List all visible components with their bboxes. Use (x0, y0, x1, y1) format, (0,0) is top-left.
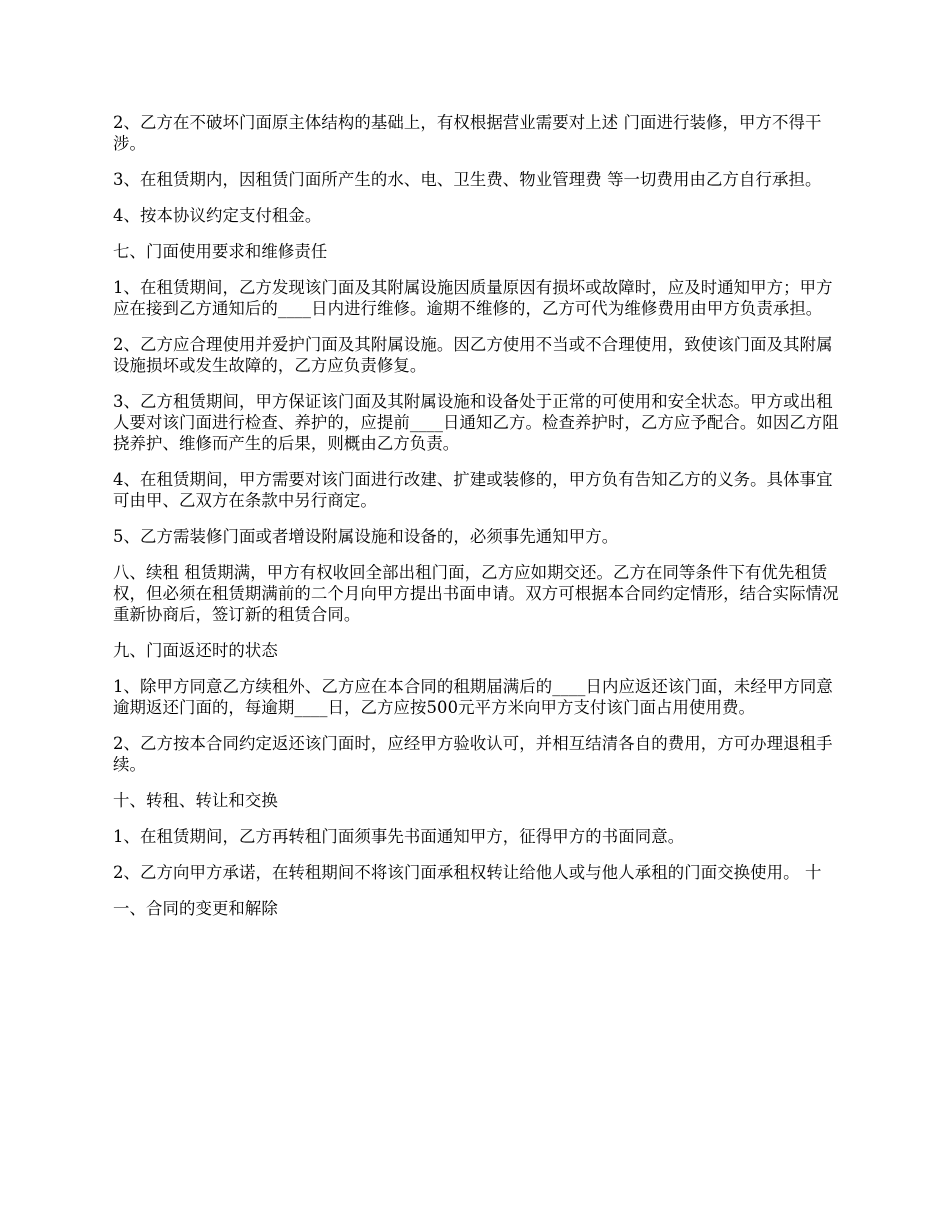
section-11-heading: 一、合同的变更和解除 (113, 899, 278, 918)
section-10-clause-1: 1、在租赁期间，乙方再转租门面须事先书面通知甲方，征得甲方的书面同意。 (113, 827, 685, 846)
section-10-clause-2: 2、乙方向甲方承诺，在转租期间不将该门面承租权转让给他人或与他人承租的门面交换使用。 十 (113, 863, 822, 882)
section-7-clause-4: 4、在租赁期间，甲方需要对该门面进行改建、扩建或装修的，甲方负有告知乙方的义务。具体事宜可由甲、乙双方在条款中另行商定。 (113, 470, 833, 510)
section-9-clause-1: 1、除甲方同意乙方续租外、乙方应在本合同的租期届满后的____日内应返还该门面，未经甲方同意逾期返还门面的，每逾期____日，乙方应按500元平方米向甲方支付该门面占用使用费。 (113, 677, 833, 717)
section-10-heading: 十、转租、转让和交换 (113, 791, 278, 810)
section-7-clause-3: 3、乙方租赁期间，甲方保证该门面及其附属设施和设备处于正常的可使用和安全状态。甲方或出租人要对该门面进行检查、养护的，应提前____日通知乙方。检查养护时，乙方应予配合。如因乙方阻挠养护、维修而产生的后果，则概由乙方负责。 (113, 392, 839, 453)
section-7-clause-2: 2、乙方应合理使用并爱护门面及其附属设施。因乙方使用不当或不合理使用，致使该门面及其附属设施损坏或发生故障的，乙方应负责修复。 (113, 335, 833, 375)
section-7-clause-1: 1、在租赁期间，乙方发现该门面及其附属设施因质量原因有损坏或故障时，应及时通知甲方；甲方应在接到乙方通知后的____日内进行维修。逾期不维修的，乙方可代为维修费用由甲方负责承担。 (113, 278, 833, 318)
section-9-clause-2: 2、乙方按本合同约定返还该门面时，应经甲方验收认可，并相互结清各自的费用，方可办理退租手续。 (113, 734, 833, 774)
section-7-heading: 七、门面使用要求和维修责任 (113, 242, 328, 261)
document-page (113, 112, 840, 934)
section-9-heading: 九、门面返还时的状态 (113, 641, 278, 660)
clause-2-decoration-right: 2、乙方在不破坏门面原主体结构的基础上，有权根据营业需要对上述 门面进行装修，甲方不得干涉。 (113, 113, 822, 153)
section-7-clause-5: 5、乙方需装修门面或者增设附属设施和设备的，必须事先通知甲方。 (113, 527, 619, 546)
clause-4-rent-payment: 4、按本协议约定支付租金。 (113, 206, 322, 225)
section-8-renewal: 八、续租 租赁期满，甲方有权收回全部出租门面，乙方应如期交还。乙方在同等条件下有优先租赁权，但必须在租赁期满前的二个月向甲方提出书面申请。双方可根据本合同约定情形，结合实际情况重新协商后，签订新的租赁合同。 (113, 563, 839, 624)
clause-3-expenses: 3、在租赁期内，因租赁门面所产生的水、电、卫生费、物业管理费 等一切费用由乙方自行承担。 (113, 170, 822, 189)
